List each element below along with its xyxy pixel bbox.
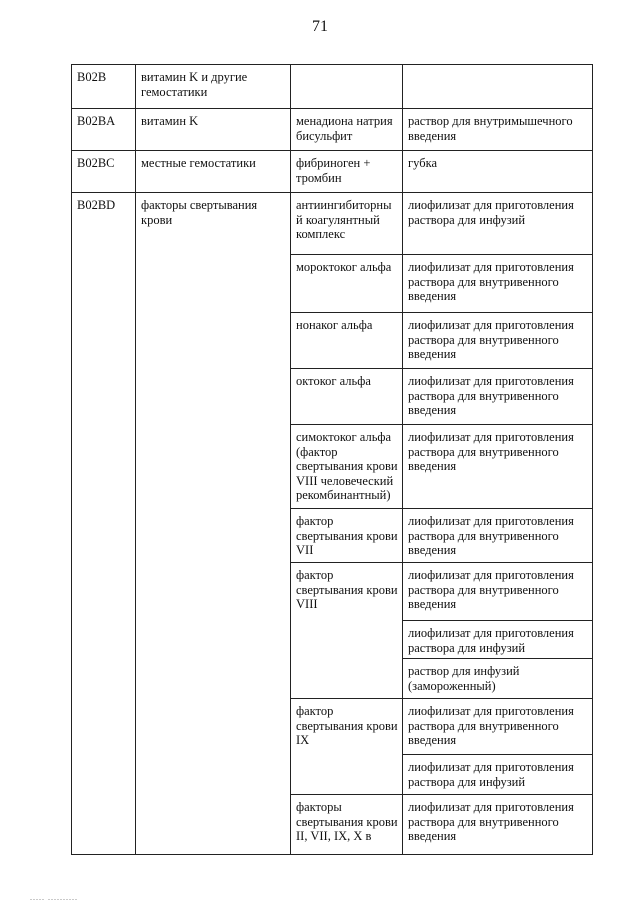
atc-code-cell: B02BC	[72, 151, 136, 193]
form-cell: лиофилизат для приготовления раствора для внутривенного введения	[403, 699, 593, 755]
drug-cell: фактор свертывания крови IX	[291, 699, 403, 795]
drug-cell: нонаког альфа	[291, 313, 403, 369]
form-cell: лиофилизат для приготовления раствора для внутривенного введения	[403, 425, 593, 509]
table-row	[72, 65, 593, 109]
drug-cell: мороктоког альфа	[291, 255, 403, 313]
atc-code-cell: B02BA	[72, 109, 136, 151]
form-cell: раствор для внутримышечного введения	[403, 109, 593, 151]
table-row	[72, 151, 593, 193]
form-cell: лиофилизат для приготовления раствора для инфузий	[403, 755, 593, 795]
form-cell: лиофилизат для приготовления раствора для внутривенного введения	[403, 509, 593, 563]
drug-cell: октоког альфа	[291, 369, 403, 425]
drug-cell: фактор свертывания крови VIII	[291, 563, 403, 699]
page-number: 71	[312, 18, 328, 35]
atc-code-cell: B02BD	[72, 193, 136, 855]
form-cell: губка	[403, 151, 593, 193]
drug-table	[71, 64, 593, 855]
drug-cell: фактор свертывания крови VII	[291, 509, 403, 563]
drug-cell: фибриноген + тромбин	[291, 151, 403, 193]
form-cell: лиофилизат для приготовления раствора для внутривенного введения	[403, 313, 593, 369]
table-row	[72, 109, 593, 151]
footer-marks: ..... ..........	[30, 893, 78, 902]
group-cell: факторы свертывания крови	[136, 193, 291, 855]
form-cell: лиофилизат для приготовления раствора для внутривенного введения	[403, 795, 593, 855]
drug-cell: факторы свертывания крови II, VII, IX, X в	[291, 795, 403, 855]
group-cell: местные гемостатики	[136, 151, 291, 193]
drug-cell	[291, 65, 403, 109]
form-cell: лиофилизат для приготовления раствора для инфузий	[403, 193, 593, 255]
table-row	[72, 193, 593, 255]
group-cell: витамин K и другие гемостатики	[136, 65, 291, 109]
form-cell: раствор для инфузий (замороженный)	[403, 659, 593, 699]
form-cell: лиофилизат для приготовления раствора для внутривенного введения	[403, 255, 593, 313]
form-cell: лиофилизат для приготовления раствора для внутривенного введения	[403, 563, 593, 621]
drug-cell: антиингибиторный коагулянтный комплекс	[291, 193, 403, 255]
form-cell	[403, 65, 593, 109]
form-cell: лиофилизат для приготовления раствора для инфузий	[403, 621, 593, 659]
form-cell: лиофилизат для приготовления раствора для внутривенного введения	[403, 369, 593, 425]
drug-cell: менадиона натрия бисульфит	[291, 109, 403, 151]
drug-cell: симоктоког альфа (фактор свертывания крови VIII человеческий рекомбинантный)	[291, 425, 403, 509]
atc-code-cell: B02B	[72, 65, 136, 109]
group-cell: витамин K	[136, 109, 291, 151]
